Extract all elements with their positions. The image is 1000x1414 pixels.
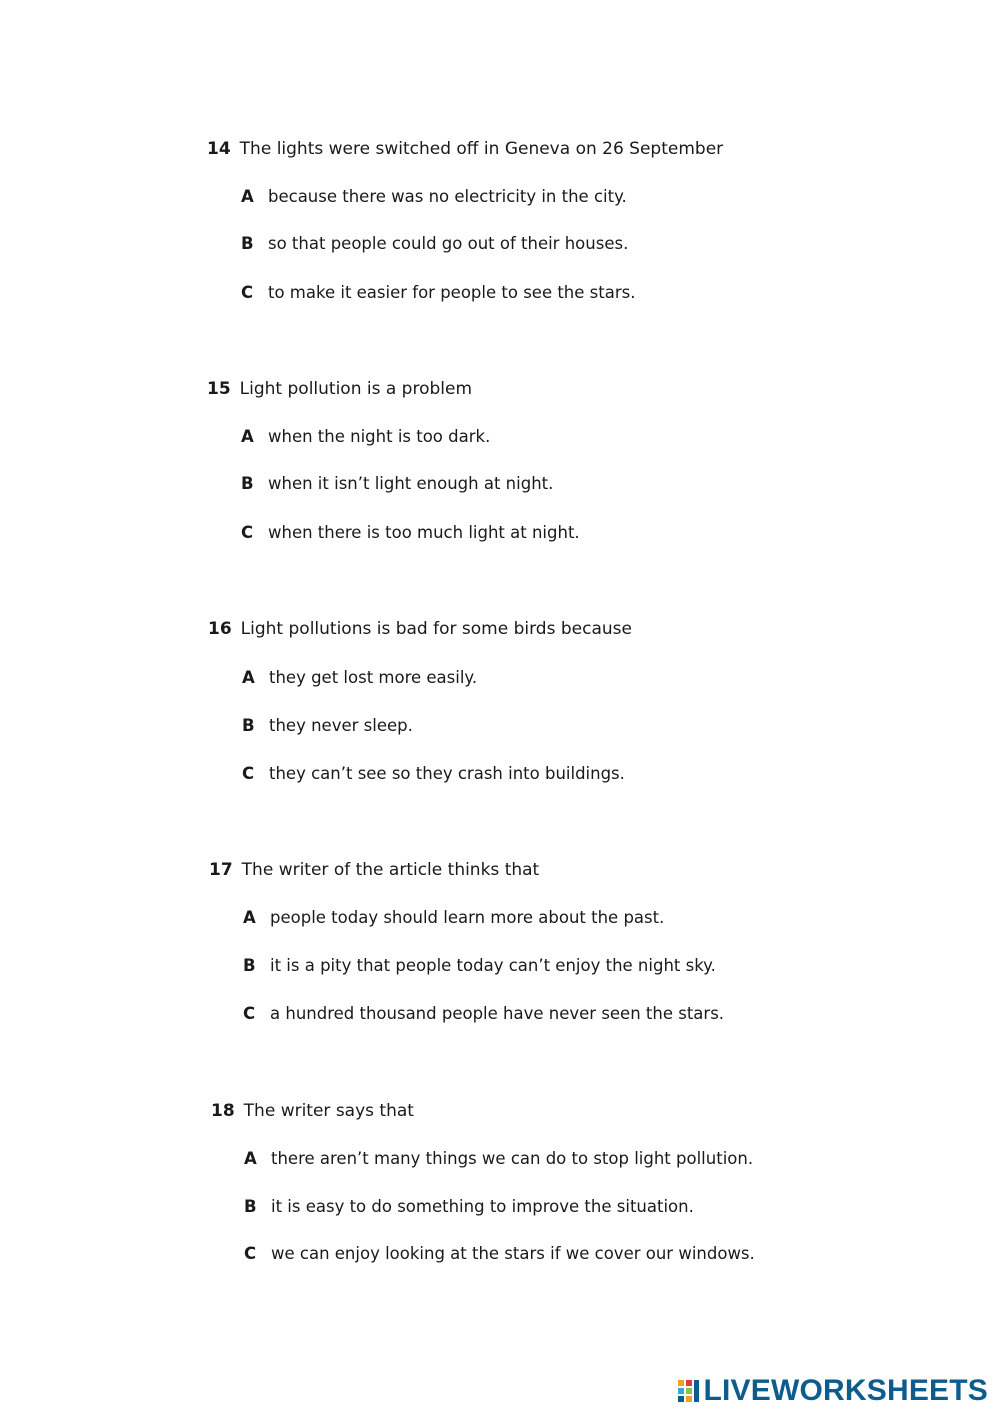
question-stem bbox=[207, 377, 472, 401]
option-text: they can’t see so they crash into buildings. bbox=[269, 764, 625, 783]
option-text: people today should learn more about the past. bbox=[270, 908, 665, 927]
question-stem bbox=[209, 858, 539, 882]
option-a[interactable] bbox=[243, 906, 664, 930]
brand-text: LIVEWORKSHEETS bbox=[703, 1374, 988, 1407]
option-text: so that people could go out of their houses. bbox=[268, 234, 629, 253]
question-text: The lights were switched off in Geneva on 26 September bbox=[239, 139, 724, 159]
option-text: a hundred thousand people have never seen the stars. bbox=[270, 1004, 725, 1023]
option-text: to make it easier for people to see the stars. bbox=[268, 283, 636, 302]
option-letter: C bbox=[242, 764, 255, 783]
option-text: when there is too much light at night. bbox=[268, 523, 580, 542]
option-c[interactable] bbox=[243, 1002, 724, 1026]
option-text: when it isn’t light enough at night. bbox=[268, 474, 554, 493]
question-stem bbox=[207, 137, 723, 161]
option-text: we can enjoy looking at the stars if we cover our windows. bbox=[271, 1244, 755, 1263]
question-text: Light pollution is a problem bbox=[239, 379, 473, 399]
option-letter: A bbox=[241, 187, 254, 206]
option-a[interactable] bbox=[242, 666, 477, 690]
option-letter: B bbox=[242, 716, 255, 735]
option-letter: A bbox=[242, 668, 255, 687]
liveworksheets-brand[interactable] bbox=[677, 1374, 989, 1408]
option-text: it is a pity that people today can’t enjoy the night sky. bbox=[270, 956, 716, 975]
option-letter: C bbox=[241, 523, 254, 542]
option-c[interactable] bbox=[242, 762, 625, 786]
liveworksheets-logo-icon bbox=[677, 1378, 701, 1404]
option-a[interactable] bbox=[244, 1147, 753, 1171]
option-b[interactable] bbox=[241, 232, 628, 256]
option-letter: C bbox=[243, 1004, 256, 1023]
option-text: it is easy to do something to improve the situation. bbox=[271, 1197, 694, 1216]
option-a[interactable] bbox=[241, 185, 627, 209]
question-number: 15 bbox=[207, 379, 231, 399]
option-c[interactable] bbox=[241, 521, 580, 545]
question-number: 14 bbox=[207, 139, 231, 159]
question-text: The writer of the article thinks that bbox=[241, 860, 540, 880]
option-letter: C bbox=[241, 283, 254, 302]
question-number: 18 bbox=[211, 1101, 235, 1121]
option-letter: B bbox=[241, 234, 254, 253]
option-letter: C bbox=[244, 1244, 257, 1263]
option-b[interactable] bbox=[244, 1195, 694, 1219]
option-letter: B bbox=[243, 956, 256, 975]
question-number: 17 bbox=[209, 860, 233, 880]
option-c[interactable] bbox=[244, 1242, 755, 1266]
option-text: there aren’t many things we can do to stop light pollution. bbox=[271, 1149, 754, 1168]
option-c[interactable] bbox=[241, 281, 635, 305]
option-letter: A bbox=[243, 908, 256, 927]
option-b[interactable] bbox=[243, 954, 716, 978]
option-a[interactable] bbox=[241, 425, 490, 449]
question-text: The writer says that bbox=[243, 1101, 414, 1121]
option-text: because there was no electricity in the city. bbox=[268, 187, 627, 206]
option-text: they never sleep. bbox=[269, 716, 413, 735]
question-text: Light pollutions is bad for some birds because bbox=[240, 619, 632, 639]
option-letter: B bbox=[244, 1197, 257, 1216]
option-letter: A bbox=[241, 427, 254, 446]
option-letter: A bbox=[244, 1149, 257, 1168]
option-b[interactable] bbox=[241, 472, 553, 496]
option-letter: B bbox=[241, 474, 254, 493]
question-stem bbox=[208, 617, 632, 641]
option-text: when the night is too dark. bbox=[268, 427, 491, 446]
option-b[interactable] bbox=[242, 714, 413, 738]
option-text: they get lost more easily. bbox=[269, 668, 478, 687]
question-stem bbox=[211, 1099, 414, 1123]
question-number: 16 bbox=[208, 619, 232, 639]
